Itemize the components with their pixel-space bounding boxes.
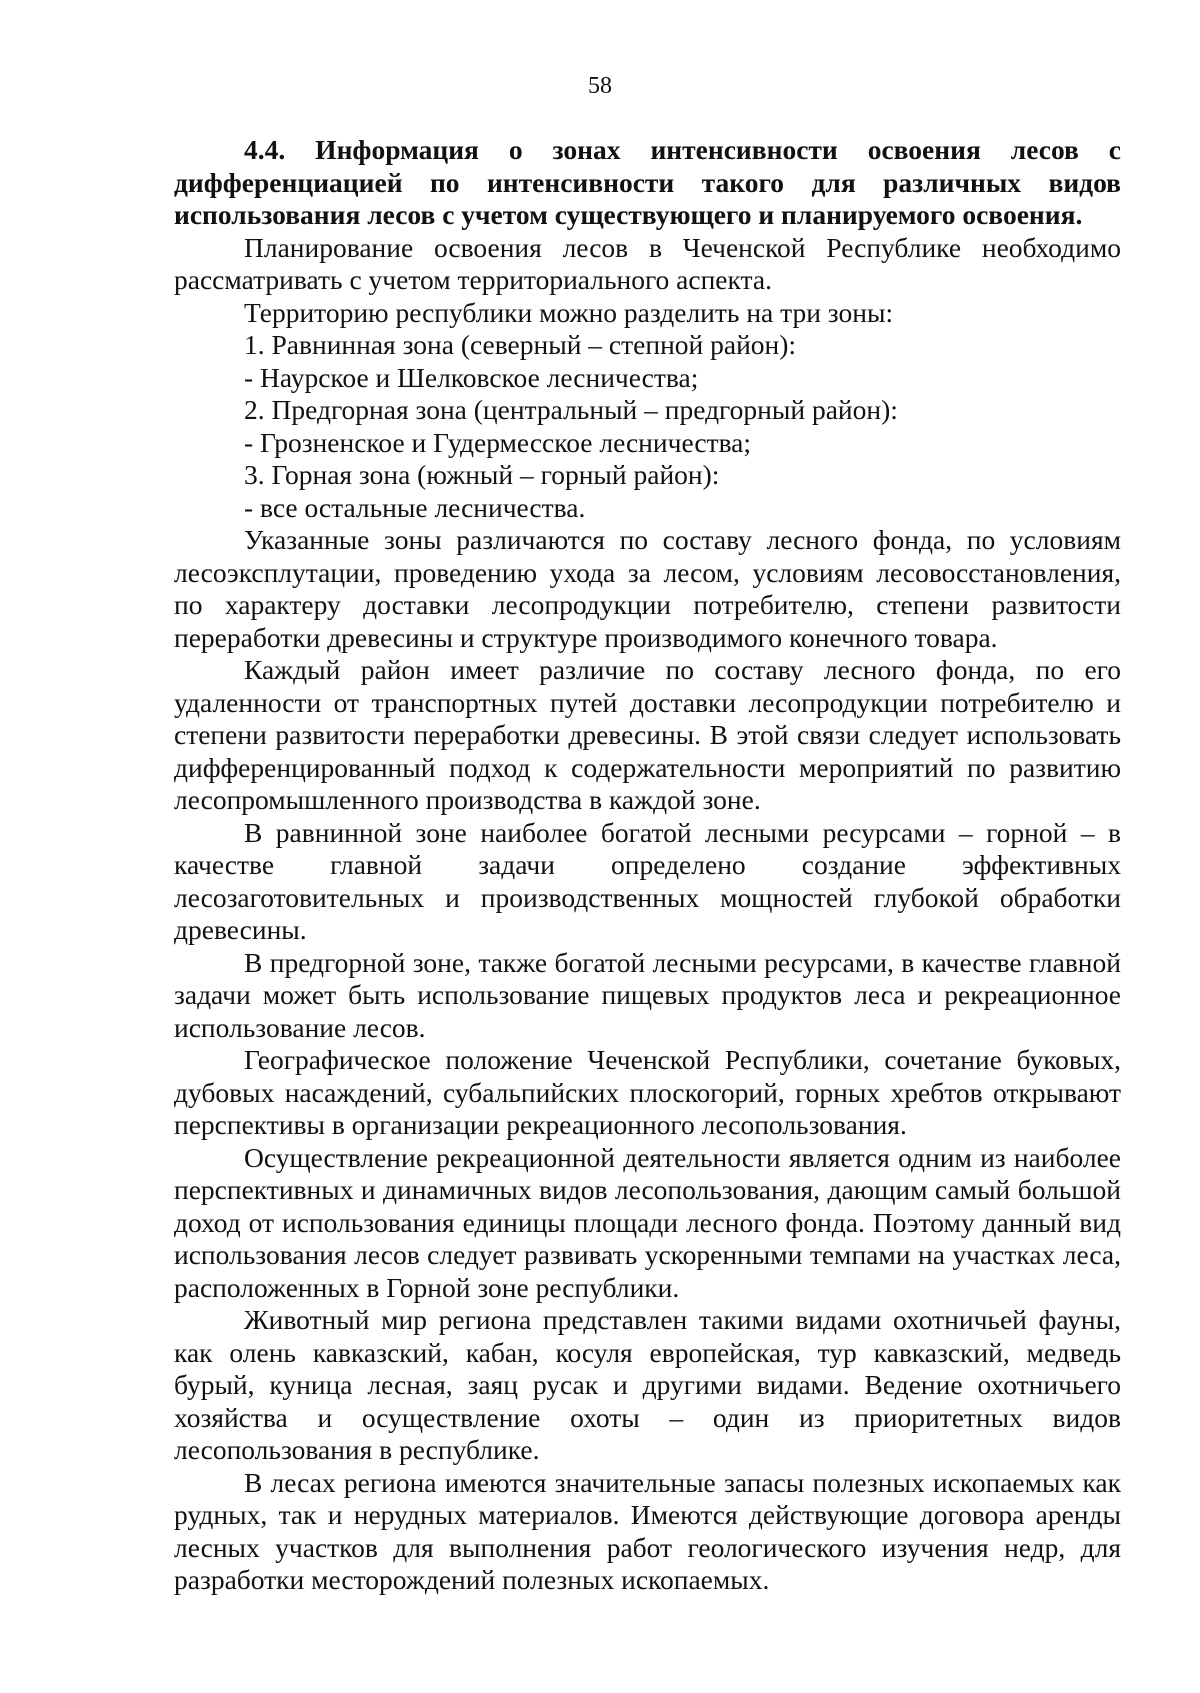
section-heading: 4.4. Информация о зонах интенсивности освоения лесов с дифференциацией по интенсивности такого для различных видов использования лесов с учетом существующего и планируемого освоения. (174, 134, 1121, 230)
paragraph: В лесах региона имеются значительные запасы полезных ископаемых как рудных, так и нерудных материалов. Имеются действующие договора аренды лесных участков для выполнения работ геологического изучения недр, для разработки месторождений полезных ископаемых. (174, 1466, 1121, 1595)
zone-forestries-2: - Грозненское и Гудермесское лесничества; (244, 426, 752, 458)
zone-forestries-3: - все остальные лесничества. (244, 491, 586, 523)
paragraph: Каждый район имеет различие по составу лесного фонда, по его удаленности от транспортных путей доставки лесопродукции потребителю и степени развитости переработки древесины. В этой связи следует использовать дифференцированный подход к содержательности мероприятий по развитию лесопромышленного производства в каждой зоне. (174, 654, 1121, 815)
zone-forestries-1: - Наурское и Шелковское лесничества; (244, 361, 699, 393)
page-number: 58 (588, 73, 612, 99)
paragraph: В предгорной зоне, также богатой лесными ресурсами, в качестве главной задачи может быть использование пищевых продуктов леса и рекреационное использование лесов. (174, 946, 1121, 1043)
zone-item-3: 3. Горная зона (южный – горный район): (244, 459, 720, 490)
paragraph-intro: Планирование освоения лесов в Чеченской Республике необходимо рассматривать с учетом территориального аспекта. (174, 231, 1121, 295)
paragraph: В равнинной зоне наиболее богатой лесными ресурсами – горной – в качестве главной задачи определено создание эффективных лесозаготовительных и производственных мощностей глубокой обработки древесины. (174, 816, 1121, 945)
zones-lead: Территорию республики можно разделить на три зоны: (244, 296, 894, 328)
zone-item-1: 1. Равнинная зона (северный – степной район): (244, 329, 797, 360)
paragraph: Животный мир региона представлен такими видами охотничьей фауны, как олень кавказский, кабан, косуля европейская, тур кавказский, медведь бурый, куница лесная, заяц русак и другими видами. Ведение охотничьего хозяйства и осуществление охоты – один из приоритетных видов лесопользования в республике. (174, 1304, 1121, 1465)
paragraph: Осуществление рекреационной деятельности является одним из наиболее перспективных и динамичных видов лесопользования, дающим самый большой доход от использования единицы площади лесного фонда. Поэтому данный вид использования лесов следует развивать ускоренными темпами на участках леса, расположенных в Горной зоне республики. (174, 1141, 1121, 1303)
paragraph: Географическое положение Чеченской Республики, сочетание буковых, дубовых насаждений, субальпийских плоскогорий, горных хребтов открывают перспективы в организации рекреационного лесопользования. (174, 1044, 1121, 1140)
document-body (174, 134, 1121, 1597)
zone-item-2: 2. Предгорная зона (центральный – предгорный район): (244, 394, 898, 425)
paragraph: Указанные зоны различаются по составу лесного фонда, по условиям лесоэксплутации, проведению ухода за лесом, условиям лесовосстановления, по характеру доставки лесопродукции потребителю, степени развитости переработки древесины и структуре производимого конечного товара. (174, 524, 1121, 653)
